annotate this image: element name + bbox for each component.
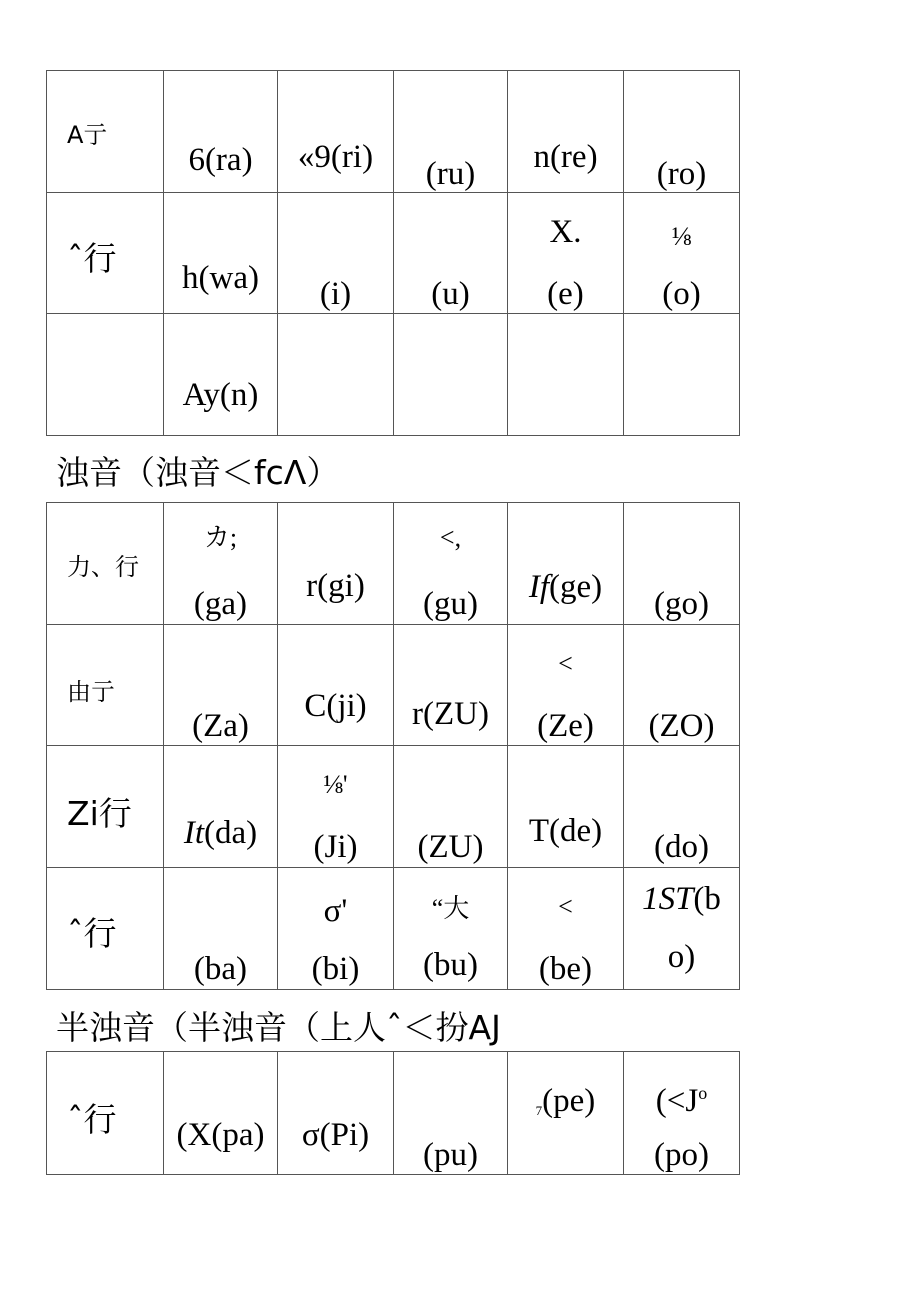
kana-cell [164,625,278,746]
kana-cell [624,71,740,193]
kana-romaji: (pu) [423,1137,478,1173]
row-label: ˆ行 [67,239,117,278]
kana-romaji: (ge) [549,569,603,605]
kana-romaji: (ru) [425,156,476,192]
kana-glyph: σ' [323,893,348,929]
kana-romaji: (po) [654,1137,709,1173]
kana-cell [394,71,508,193]
kana-cell [508,1052,624,1175]
kana-cell [394,625,508,746]
kana-glyph: < [558,649,573,678]
kana-cell [624,746,740,868]
kana-cell [394,193,508,314]
kana-cell [278,314,394,436]
kana-romaji: (do) [654,829,709,865]
kana-romaji: «9(ri) [297,139,374,175]
row-label-cell [47,193,164,314]
kana-romaji: (pe) [542,1083,596,1119]
kana-cell [394,868,508,990]
kana-cell [624,868,740,990]
kana-glyph: (<J [655,1083,699,1119]
kana-cell [278,71,394,193]
kana-cell [164,746,278,868]
kana-cell [508,71,624,193]
kana-table-handakuon [46,1051,740,1175]
kana-romaji: (be) [538,951,593,987]
kana-romaji: (ga) [193,586,248,622]
row-label: 由亍 [67,678,115,706]
kana-romaji: r(gi) [306,568,365,604]
kana-romaji: o) [667,939,696,975]
table-row [47,503,740,625]
kana-cell [624,314,740,436]
kana-cell [164,1052,278,1175]
row-label-cell [47,503,164,625]
kana-romaji: (o) [662,276,701,312]
table-row [47,314,740,436]
kana-glyph: 7 [535,1103,543,1118]
row-label-cell [47,625,164,746]
row-label-cell [47,1052,164,1175]
kana-romaji: C(ji) [304,688,367,724]
kana-romaji: (bi) [311,951,360,987]
row-label: ˆ行 [67,914,117,953]
kana-table-ra-wa [46,70,740,436]
kana-cell [508,625,624,746]
kana-cell [508,193,624,314]
kana-cell [508,314,624,436]
kana-cell [164,503,278,625]
kana-cell [508,746,624,868]
kana-glyph: ⅛ [671,222,692,251]
kana-cell [278,625,394,746]
kana-cell [394,503,508,625]
row-label-cell [47,314,164,436]
kana-romaji-wrap [508,568,623,606]
kana-cell [278,868,394,990]
section-heading-handakuon: 半浊音（半浊音（上人ˆ＜扮AJ [56,1008,501,1047]
table-row [47,868,740,990]
kana-glyph: < [558,892,573,921]
kana-glyph: カ; [203,523,238,552]
kana-cell [164,868,278,990]
kana-glyph-mark: o [698,1083,708,1103]
row-label: 力、行 [67,553,139,581]
kana-cell [278,503,394,625]
kana-cell [394,1052,508,1175]
kana-romaji: (Ze) [537,708,594,744]
kana-romaji: (Ji) [313,829,358,865]
kana-romaji: h(wa) [182,260,259,296]
kana-romaji-wrap [508,1082,623,1130]
kana-cell [394,746,508,868]
kana-romaji: σ(Pi) [301,1117,370,1153]
kana-romaji: 6(ra) [188,142,253,178]
row-label-cell [47,746,164,868]
row-label: ˆ行 [67,1100,117,1139]
kana-romaji: (u) [431,276,470,312]
kana-romaji: n(re) [533,139,598,175]
table-row [47,193,740,314]
kana-romaji: (Za) [192,708,249,744]
row-label: A亍 [67,121,108,149]
row-label: Zi行 [67,794,132,833]
kana-cell [394,314,508,436]
kana-romaji: (da) [204,815,258,851]
kana-glyph: 1ST [642,881,694,917]
kana-romaji: (i) [319,276,352,312]
kana-romaji: (ZO) [648,708,715,744]
kana-table-dakuon [46,502,740,990]
kana-romaji: (ba) [193,951,248,987]
kana-cell [278,1052,394,1175]
kana-cell [164,193,278,314]
kana-glyph: It [183,815,205,851]
kana-romaji-wrap [164,814,277,852]
table-row [47,746,740,868]
kana-cell [624,503,740,625]
kana-glyph: “大 [431,894,470,923]
table-row [47,1052,740,1175]
kana-glyph-wrap [624,880,739,918]
kana-cell [278,746,394,868]
kana-glyph-wrap [624,1074,739,1120]
kana-cell [624,625,740,746]
kana-cell [164,71,278,193]
kana-cell [624,1052,740,1175]
table-row [47,625,740,746]
row-label-cell [47,71,164,193]
kana-romaji: (e) [547,276,584,312]
kana-cell [508,503,624,625]
kana-cell [164,314,278,436]
kana-romaji-part: (b [693,881,721,917]
kana-romaji: (go) [654,586,709,622]
kana-glyph: ⅛' [323,770,348,799]
kana-romaji: T(de) [528,813,603,849]
kana-romaji: (gu) [423,586,478,622]
kana-cell [508,868,624,990]
table-row [47,71,740,193]
kana-romaji: Ay(n) [182,377,259,413]
kana-romaji: (ro) [656,156,707,192]
kana-cell [278,193,394,314]
kana-cell [624,193,740,314]
kana-romaji: (X(pa) [176,1117,265,1153]
kana-glyph: <, [439,523,462,552]
row-label-cell [47,868,164,990]
kana-romaji: r(ZU) [412,696,489,732]
section-heading-dakuon: 浊音（浊音＜fcΛ） [56,453,340,492]
kana-glyph: If [528,569,550,605]
kana-romaji: (bu) [423,947,478,983]
kana-glyph: X. [549,214,582,250]
kana-romaji: (ZU) [417,829,484,865]
